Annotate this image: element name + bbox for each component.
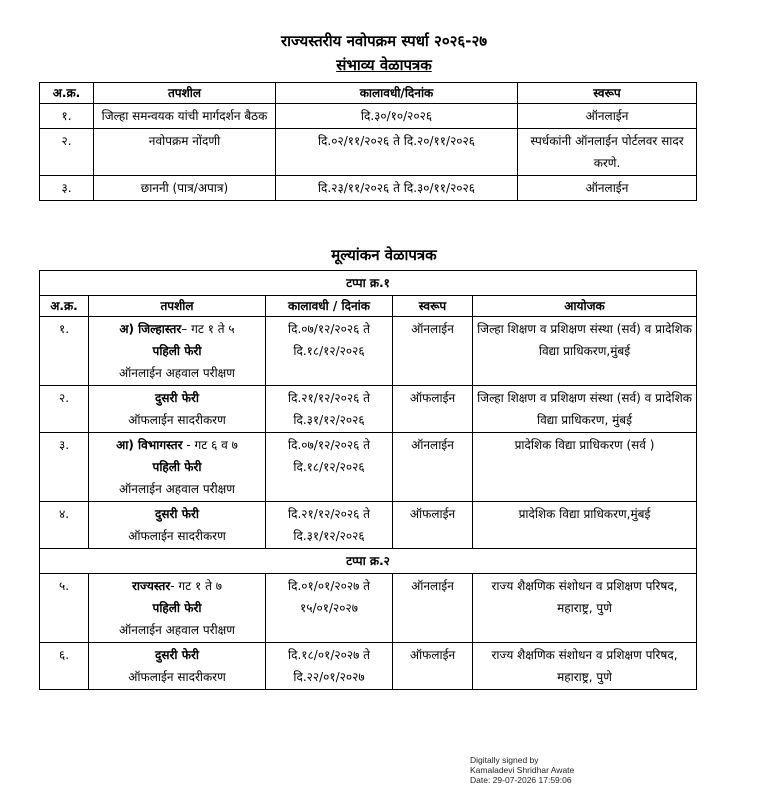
row-date: दि.०७/१२/२०२६ ते दि.१८/१२/२०२६ [266,433,393,502]
row-organizer: राज्य शैक्षणिक संशोधन व प्रशिक्षण परिषद, महाराष्ट्र, पुणे [473,643,697,690]
table-row [40,502,697,549]
row-date: दि.२१/१२/२०२६ ते दि.३१/१२/२०२६ [266,386,393,433]
table-row [40,643,697,690]
table-row [40,176,697,201]
schedule-table [39,82,697,201]
row-detail: नवोपक्रम नोंदणी [94,129,276,176]
column-header: आयोजक [473,296,697,317]
column-header: स्वरूप [518,83,697,104]
row-detail [89,643,266,690]
row-mode: ऑफलाईन [393,386,473,433]
signature-line: Digitally signed by [470,755,539,765]
round-label: दुसरी फेरी [155,391,199,405]
column-header: तपशील [89,296,266,317]
row-detail [89,386,266,433]
level-label: राज्यस्तर [132,579,171,593]
table-row [40,104,697,129]
table-row [40,317,697,386]
row-organizer: राज्य शैक्षणिक संशोधन व प्रशिक्षण परिषद, महाराष्ट्र, पुणे [473,574,697,643]
round-label: पहिली फेरी [152,460,202,474]
row-number: ४. [40,502,89,549]
row-organizer: जिल्हा शिक्षण व प्रशिक्षण संस्था (सर्व) व प्रादेशिक विद्या प्राधिकरण, मुंबई [473,386,697,433]
schedule-subtitle: संभाव्य वेळापत्रक [336,56,432,74]
round-description: ऑफलाईन सादरीकरण [128,670,226,684]
row-date: दि.१८/०१/२०२७ ते दि.२२/०१/२०२७ [266,643,393,690]
stage-1-label: टप्पा क्र.१ [40,271,697,296]
group-label: - गट १ ते ७ [170,579,222,593]
document-title: राज्यस्तरीय नवोपक्रम स्पर्धा २०२६-२७ [280,32,488,50]
digital-signature [470,755,574,785]
row-number: २. [40,129,94,176]
row-mode: ऑनलाईन [393,574,473,643]
row-date: दि.२३/११/२०२६ ते दि.३०/११/२०२६ [276,176,518,201]
row-number: २. [40,386,89,433]
row-date: दि.२१/१२/२०२६ ते दि.३१/१२/२०२६ [266,502,393,549]
row-date: दि.३०/१०/२०२६ [276,104,518,129]
row-number: ५. [40,574,89,643]
row-mode: ऑफलाईन [393,643,473,690]
round-description: ऑनलाईन अहवाल परीक्षण [119,623,235,637]
level-label: अ) जिल्हास्तर [119,322,182,336]
table-row [40,386,697,433]
row-number: १. [40,104,94,129]
column-header: कालावधी / दिनांक [266,296,393,317]
round-description: ऑफलाईन सादरीकरण [128,413,226,427]
round-description: ऑनलाईन अहवाल परीक्षण [119,366,235,380]
evaluation-table [39,270,697,690]
stage-row [40,549,697,574]
row-detail [89,574,266,643]
row-date: दि.०१/०१/२०२७ ते १५/०१/२०२७ [266,574,393,643]
table-row [40,574,697,643]
evaluation-title: मूल्यांकन वेळापत्रक [331,246,437,264]
round-description: ऑफलाईन सादरीकरण [128,529,226,543]
row-detail: जिल्हा समन्वयक यांची मार्गदर्शन बैठक [94,104,276,129]
row-detail: छाननी (पात्र/अपात्र) [94,176,276,201]
row-number: ३. [40,176,94,201]
signature-name: Kamaladevi Shridhar Awate [470,765,575,775]
round-label: पहिली फेरी [152,344,202,358]
row-date: दि.०२/११/२०२६ ते दि.२०/११/२०२६ [276,129,518,176]
row-mode: ऑनलाईन [518,104,697,129]
level-label: आ) विभागस्तर [116,438,183,452]
row-mode: ऑनलाईन [393,433,473,502]
row-organizer: प्रादेशिक विद्या प्राधिकरण (सर्व ) [473,433,697,502]
row-mode: ऑफलाईन [393,502,473,549]
column-header: स्वरूप [393,296,473,317]
column-header: कालावधी/दिनांक [276,83,518,104]
group-label: - गट ६ व ७ [182,438,238,452]
table-row [40,433,697,502]
group-label: – गट १ ते ५ [181,322,235,336]
row-detail [89,317,266,386]
table-header-row [40,296,697,317]
column-header: अ.क्र. [40,83,94,104]
table-header-row [40,83,697,104]
stage-2-label: टप्पा क्र.२ [40,549,697,574]
row-number: १. [40,317,89,386]
stage-row [40,271,697,296]
row-mode: स्पर्धकांनी ऑनलाईन पोर्टलवर सादर करणे. [518,129,697,176]
signature-date: Date: 29-07-2026 17:59:06 [470,775,572,785]
row-mode: ऑनलाईन [393,317,473,386]
table-row [40,129,697,176]
column-header: अ.क्र. [40,296,89,317]
row-number: ६. [40,643,89,690]
round-label: दुसरी फेरी [155,507,199,521]
row-date: दि.०७/१२/२०२६ ते दि.१८/१२/२०२६ [266,317,393,386]
round-description: ऑनलाईन अहवाल परीक्षण [119,482,235,496]
row-organizer: प्रादेशिक विद्या प्राधिकरण,मुंबई [473,502,697,549]
row-detail [89,433,266,502]
round-label: दुसरी फेरी [155,648,199,662]
row-mode: ऑनलाईन [518,176,697,201]
row-number: ३. [40,433,89,502]
row-organizer: जिल्हा शिक्षण व प्रशिक्षण संस्था (सर्व) व प्रादेशिक विद्या प्राधिकरण,मुंबई [473,317,697,386]
column-header: तपशील [94,83,276,104]
round-label: पहिली फेरी [152,601,202,615]
row-detail [89,502,266,549]
